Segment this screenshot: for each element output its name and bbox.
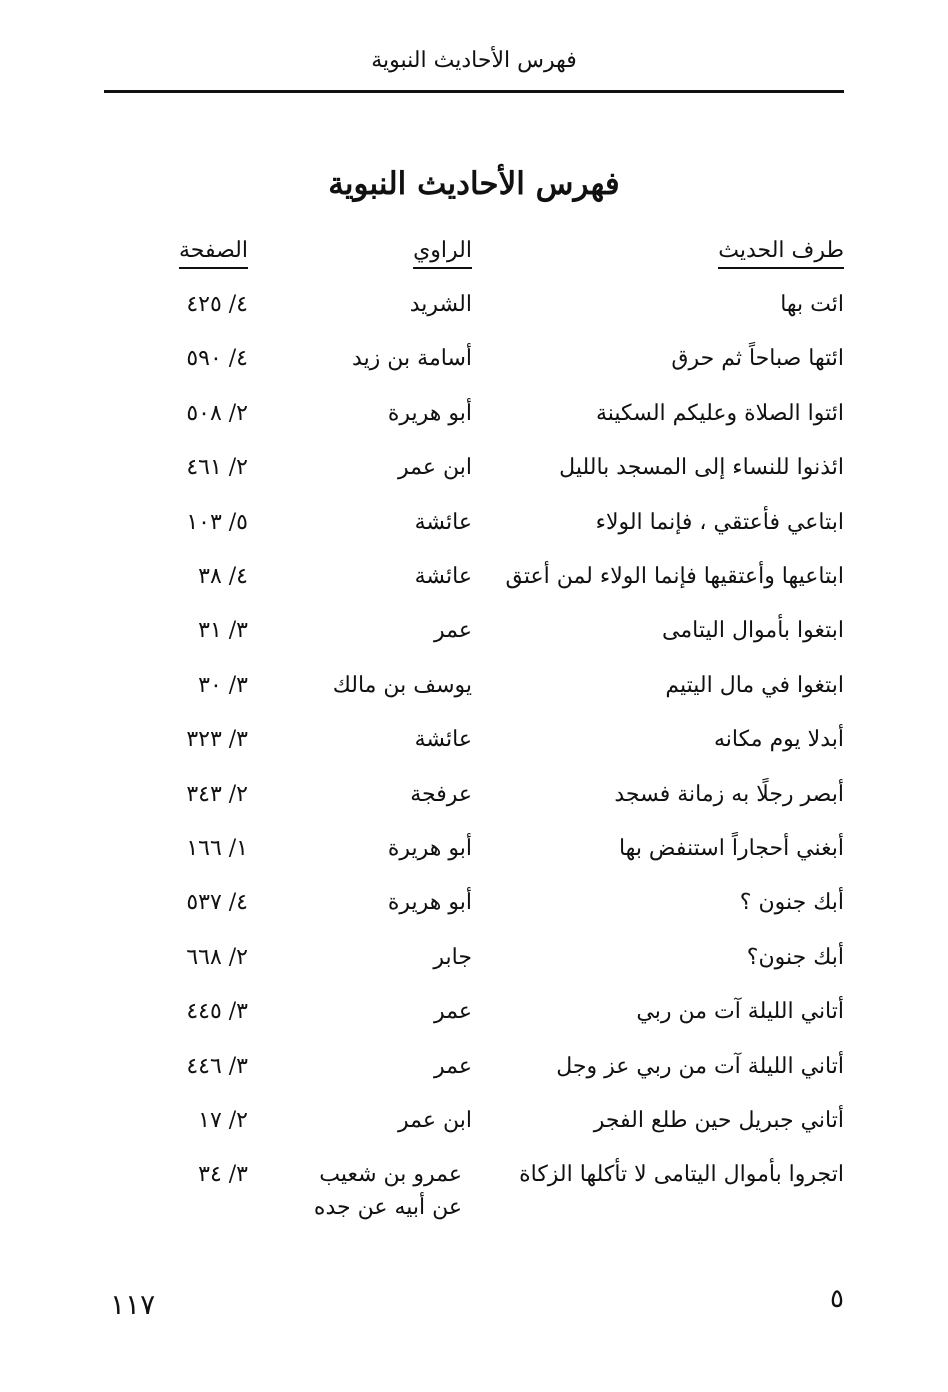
page-title: فهرس الأحاديث النبوية bbox=[328, 166, 620, 202]
narrator-name bbox=[388, 401, 472, 426]
narrator-name bbox=[415, 510, 472, 535]
page-reference: ٣/ ٤٤٥ bbox=[186, 999, 248, 1024]
narrator-name bbox=[333, 673, 472, 698]
narrator-name bbox=[415, 564, 472, 589]
page-reference: ٣/ ٣٢٣ bbox=[186, 727, 248, 752]
narrator-line: ابن عمر bbox=[398, 455, 472, 480]
page-reference: ٤/ ٥٣٧ bbox=[186, 890, 248, 915]
narrator-name bbox=[388, 836, 472, 861]
narrator-line: عمرو بن شعيب bbox=[319, 1162, 462, 1187]
page-reference: ٢/ ٤٦١ bbox=[186, 455, 248, 480]
hadith-text: أبك جنون ؟ bbox=[739, 890, 844, 915]
page-reference: ٤/ ٥٩٠ bbox=[186, 346, 248, 371]
column-header-hadith: طرف الحديث bbox=[718, 238, 844, 269]
header-rule bbox=[104, 90, 844, 93]
narrator-line-2: عن أبيه عن جده bbox=[313, 1195, 462, 1220]
narrator-line: جابر bbox=[433, 945, 472, 970]
hadith-text: اتجروا بأموال اليتامى لا تأكلها الزكاة bbox=[519, 1162, 844, 1187]
narrator-line: أبو هريرة bbox=[387, 836, 472, 861]
running-head: فهرس الأحاديث النبوية bbox=[371, 48, 577, 73]
narrator-line: عمر bbox=[434, 1054, 472, 1079]
narrator-line: عائشة bbox=[414, 727, 472, 752]
narrator-name bbox=[352, 346, 472, 371]
column-header-narrator: الراوي bbox=[413, 238, 472, 269]
page-number-right: ٥ bbox=[830, 1284, 844, 1314]
column-header-page: الصفحة bbox=[179, 238, 248, 269]
narrator-name bbox=[410, 782, 472, 807]
hadith-text: ابتغوا في مال اليتيم bbox=[665, 673, 844, 698]
hadith-text: ائت بها bbox=[780, 292, 844, 317]
page-reference: ٢/ ١٧ bbox=[198, 1108, 248, 1133]
hadith-text: ابتاعي فأعتقي ، فإنما الولاء bbox=[595, 510, 844, 535]
narrator-line: عائشة bbox=[414, 510, 472, 535]
narrator-name bbox=[415, 727, 472, 752]
narrator-line: عرفجة bbox=[410, 782, 472, 807]
narrator-name bbox=[434, 1054, 472, 1079]
narrator-name bbox=[434, 618, 472, 643]
narrator-line: يوسف بن مالك bbox=[332, 673, 472, 698]
page-reference: ٣/ ٣٤ bbox=[198, 1162, 248, 1187]
narrator-name bbox=[434, 999, 472, 1024]
narrator-name bbox=[314, 1162, 462, 1220]
hadith-text: ائذنوا للنساء إلى المسجد بالليل bbox=[559, 455, 844, 480]
narrator-name bbox=[410, 292, 472, 317]
narrator-name bbox=[433, 945, 472, 970]
page-reference: ٢/ ٦٦٨ bbox=[186, 945, 248, 970]
narrator-line: أبو هريرة bbox=[387, 890, 472, 915]
narrator-line: ابن عمر bbox=[398, 1108, 472, 1133]
hadith-text: أبدلا يوم مكانه bbox=[714, 727, 844, 752]
hadith-text: ابتاعيها وأعتقيها فإنما الولاء لمن أعتق bbox=[505, 564, 844, 589]
hadith-text: أبغني أحجاراً استنفض بها bbox=[618, 836, 844, 861]
narrator-name bbox=[398, 455, 472, 480]
hadith-text: ائتوا الصلاة وعليكم السكينة bbox=[595, 401, 844, 426]
page-reference: ٤/ ٣٨ bbox=[198, 564, 248, 589]
narrator-line: عمر bbox=[434, 618, 472, 643]
hadith-text: ائتها صباحاً ثم حرق bbox=[671, 346, 844, 371]
page-number-left: ١١٧ bbox=[110, 1288, 156, 1321]
hadith-text: أتاني الليلة آت من ربي عز وجل bbox=[556, 1054, 844, 1079]
hadith-text: أتاني الليلة آت من ربي bbox=[636, 999, 844, 1024]
hadith-text: أبك جنون؟ bbox=[746, 945, 844, 970]
page-reference: ٥/ ١٠٣ bbox=[186, 510, 248, 535]
page-reference: ٣/ ٣١ bbox=[198, 618, 248, 643]
page-reference: ٢/ ٥٠٨ bbox=[186, 401, 248, 426]
narrator-name bbox=[398, 1108, 472, 1133]
narrator-line: عائشة bbox=[414, 564, 472, 589]
page-reference: ٣/ ٤٤٦ bbox=[186, 1054, 248, 1079]
page-reference: ١/ ١٦٦ bbox=[186, 836, 248, 861]
hadith-text: أبصر رجلًا به زمانة فسجد bbox=[614, 782, 844, 807]
narrator-line: أسامة بن زيد bbox=[352, 346, 472, 371]
narrator-line: الشريد bbox=[409, 292, 472, 317]
narrator-name bbox=[388, 890, 472, 915]
narrator-line: عمر bbox=[434, 999, 472, 1024]
hadith-text: أتاني جبريل حين طلع الفجر bbox=[593, 1108, 844, 1133]
page-reference: ٤/ ٤٢٥ bbox=[186, 292, 248, 317]
page-reference: ٣/ ٣٠ bbox=[198, 673, 248, 698]
narrator-line: أبو هريرة bbox=[387, 401, 472, 426]
hadith-text: ابتغوا بأموال اليتامى bbox=[662, 618, 844, 643]
page-reference: ٢/ ٣٤٣ bbox=[186, 782, 248, 807]
